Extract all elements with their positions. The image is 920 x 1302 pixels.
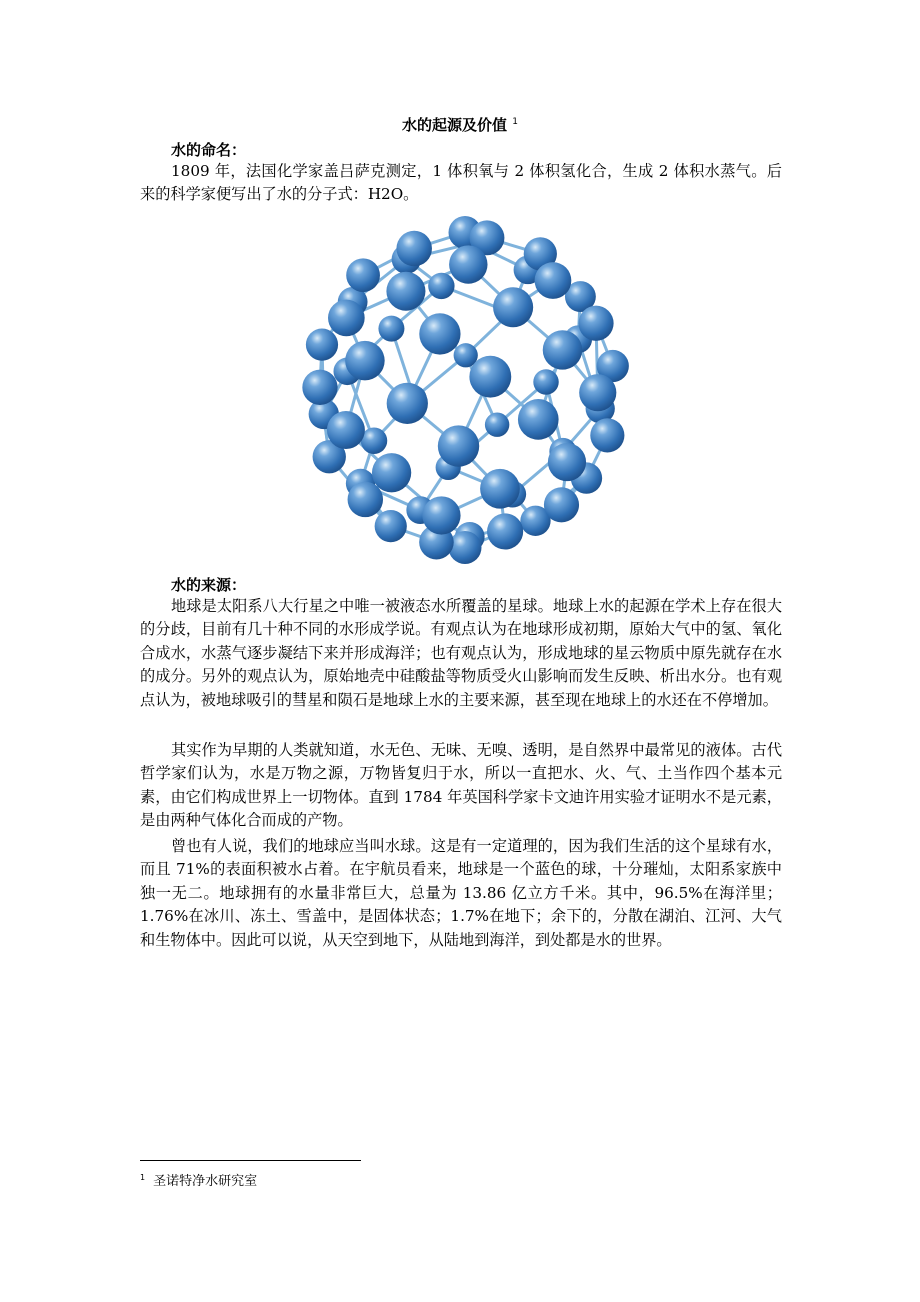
molecule-atom [449, 245, 487, 283]
molecule-atom [302, 370, 337, 405]
molecule-atom [419, 313, 460, 354]
molecule-ball-model-icon [290, 205, 640, 575]
paragraph-source-2: 其实作为早期的人类就知道，水无色、无味、无嗅、透明，是自然界中最常见的液体。古代哲学家们认为，水是万物之源，万物皆复归于水，所以一直把水、火、气、土当作四个基本元素，由它们构成世界上一切物体。直到 1784 年英国科学家卡文迪许用实验才证明水不是元素，是由两种气体化合而成的产物。 [140, 741, 782, 830]
title-text: 水的起源及价值 [402, 116, 508, 134]
molecule-atom [449, 531, 482, 564]
document-title [0, 114, 920, 135]
molecule-atom [544, 487, 579, 522]
molecule-atom [535, 262, 572, 299]
molecule-atom [378, 316, 404, 342]
molecule-atom [579, 374, 616, 411]
molecule-atom [396, 231, 432, 267]
molecule-atom [345, 341, 384, 380]
molecule-atom [346, 258, 380, 292]
molecule-atom [386, 272, 425, 311]
molecule-atom [375, 510, 407, 542]
molecule-atom [372, 453, 411, 492]
molecule-atom [485, 412, 509, 436]
molecule-atom [428, 273, 454, 299]
footnote-text: 圣诺特净水研究室 [153, 1174, 258, 1189]
molecule-atom [533, 369, 558, 394]
footnote-divider [140, 1160, 361, 1161]
molecule-atom [306, 329, 338, 361]
footnote [140, 1170, 257, 1189]
molecule-atom [480, 469, 520, 509]
molecule-atom [469, 356, 511, 398]
molecule-atom [422, 496, 460, 534]
molecule-atom [348, 482, 383, 517]
molecule-atom [543, 330, 582, 369]
footnote-mark: 1 [140, 1172, 146, 1182]
molecule-atom [548, 443, 586, 481]
molecule-atom [387, 383, 428, 424]
title-footnote-mark: 1 [512, 117, 518, 127]
molecule-atom [438, 425, 479, 466]
section-heading-naming: 水的命名： [171, 141, 247, 159]
molecule-atom [590, 418, 624, 452]
molecule-atom [578, 306, 613, 341]
paragraph-source-3: 曾也有人说，我们的地球应当叫水球。这是有一定道理的，因为我们生活的这个星球有水，而且 71%的表面积被水占着。在宇航员看来，地球是一个蓝色的球，十分璀灿，太阳系家族中独一无二。地球拥有的水量非常巨大，总量为 13.86 亿立方千米。其中，96.5%在海洋里；1.76%在冰川、冻土、雪盖中，是固体状态；1.7%在地下；余下的，分散在湖泊、江河、大气和生物体中。因此可以说，从天空到地下，从陆地到海洋，到处都是水的世界。 [140, 837, 782, 949]
molecule-atom [518, 399, 559, 440]
paragraph-naming: 1809 年，法国化学家盖吕萨克测定，1 体积氧与 2 体积氢化合，生成 2 体积水蒸气。后来的科学家便写出了水的分子式：H2O。 [140, 162, 782, 204]
molecule-atom [327, 411, 365, 449]
molecule-atom [493, 287, 533, 327]
molecule-atom [487, 513, 523, 549]
molecule-atom [328, 300, 365, 337]
section-heading-source: 水的来源： [171, 576, 247, 594]
paragraph-source-1: 地球是太阳系八大行星之中唯一被液态水所覆盖的星球。地球上水的起源在学术上存在很大的分歧，目前有几十种不同的水形成学说。有观点认为在地球形成初期，原始大气中的氢、氧化合成水，水蒸气逐步凝结下来并形成海洋；也有观点认为，形成地球的星云物质中原先就存在水的成分。另外的观点认为，原始地壳中硅酸盐等物质受火山影响而发生反映、析出水分。也有观点认为，被地球吸引的彗星和陨石是地球上水的主要来源，甚至现在地球上的水还在不停增加。 [140, 597, 782, 709]
